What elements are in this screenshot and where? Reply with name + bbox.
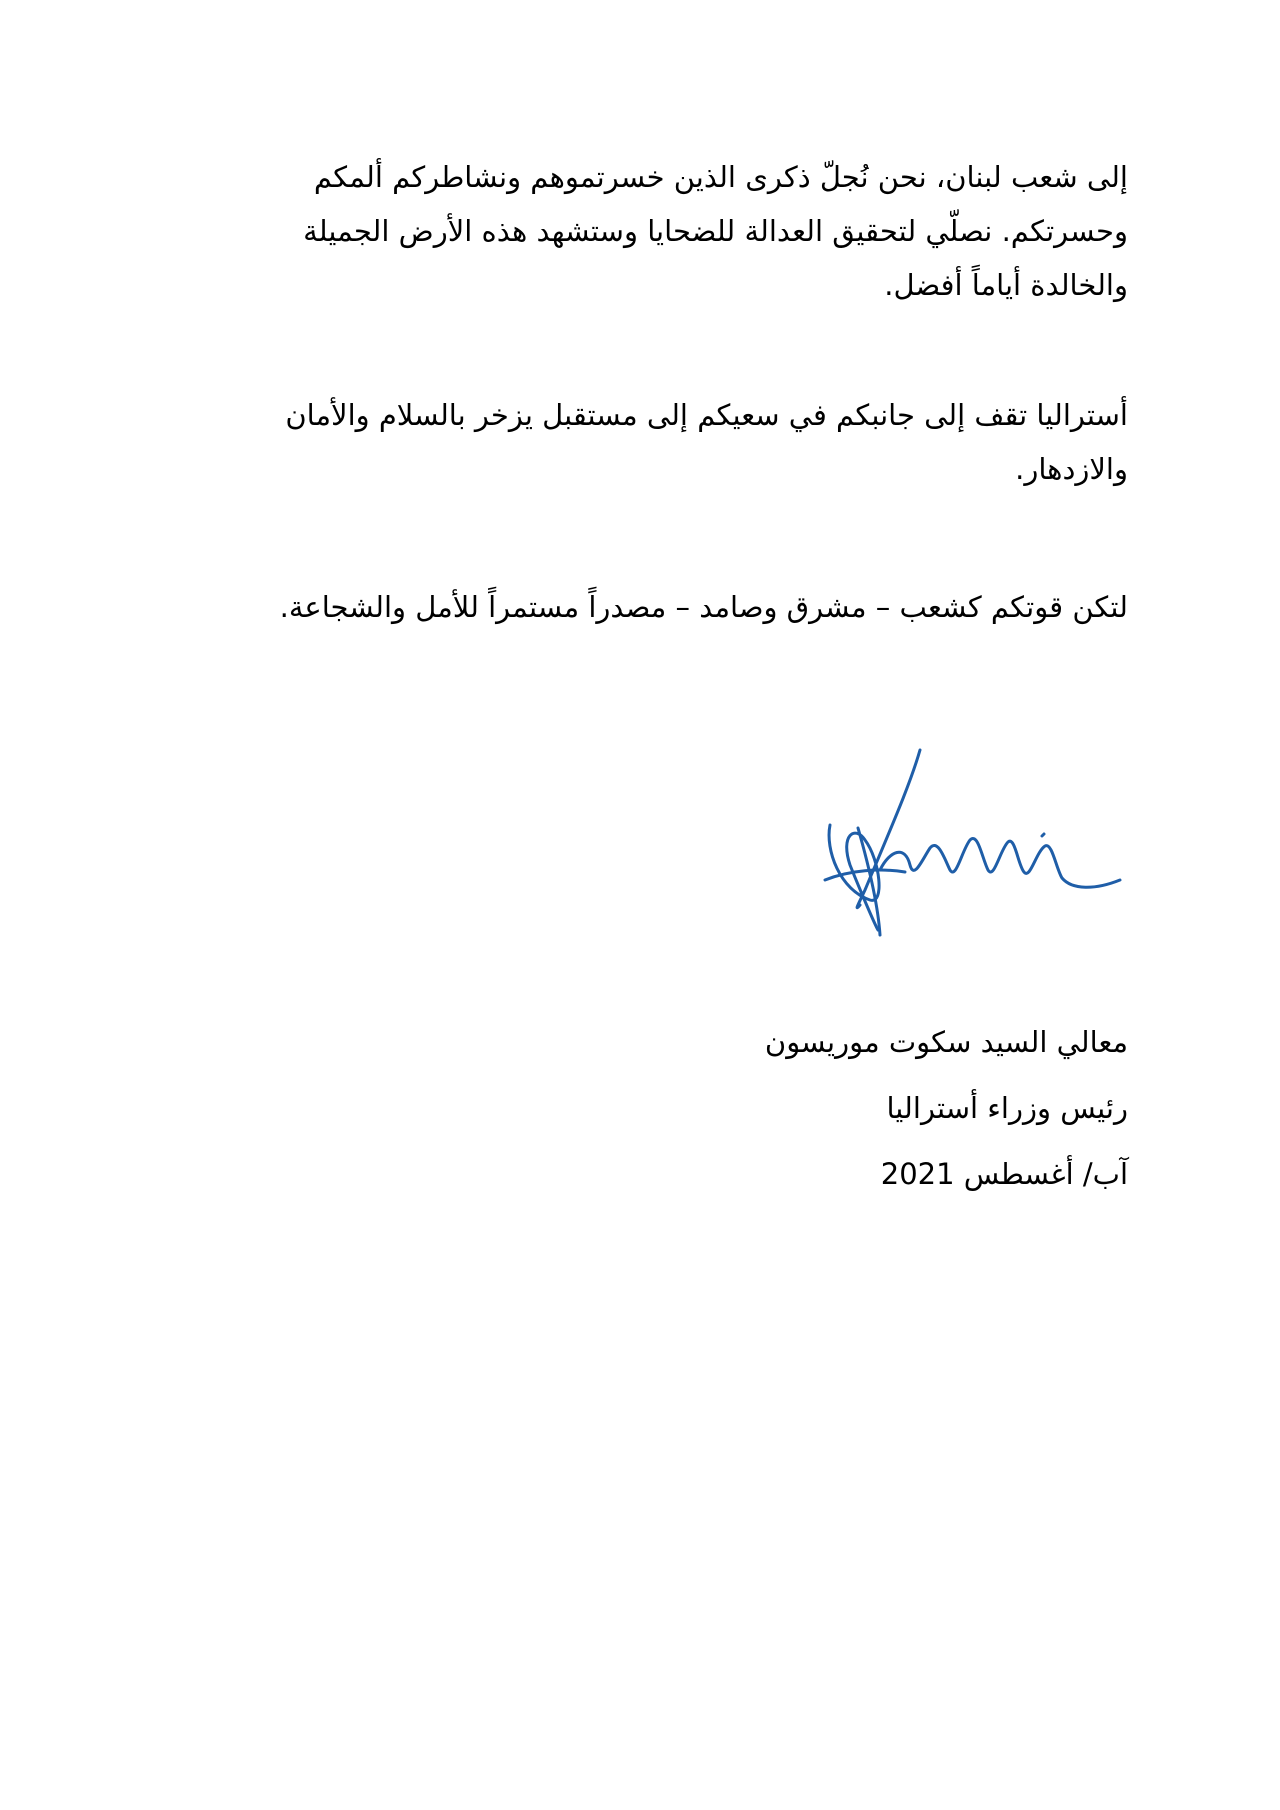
handwritten-signature [810,740,1130,940]
letter-paragraph-hope: لتكن قوتكم كشعب – مشرق وصامد – مصدراً مستمراً للأمل والشجاعة. [279,590,1128,624]
letter-paragraph-support: أستراليا تقف إلى جانبكم في سعيكم إلى مستقبل يزخر بالسلام والأمان والازدهار. [285,398,1128,486]
letter-paragraph-condolence: إلى شعب لبنان، نحن نُجلّ ذكرى الذين خسرتموهم ونشاطركم ألمكم وحسرتكم. نصلّي لتحقيق العدالة للضحايا وستشهد هذه الأرض الجميلة والخالدة أياماً أفضل. [303,160,1128,302]
letter-date: آب/ أغسطس 2021 [880,1157,1128,1191]
signatory-name: معالي السيد سكوت موريسون [764,1025,1128,1059]
signatory-title: رئيس وزراء أستراليا [886,1091,1128,1125]
